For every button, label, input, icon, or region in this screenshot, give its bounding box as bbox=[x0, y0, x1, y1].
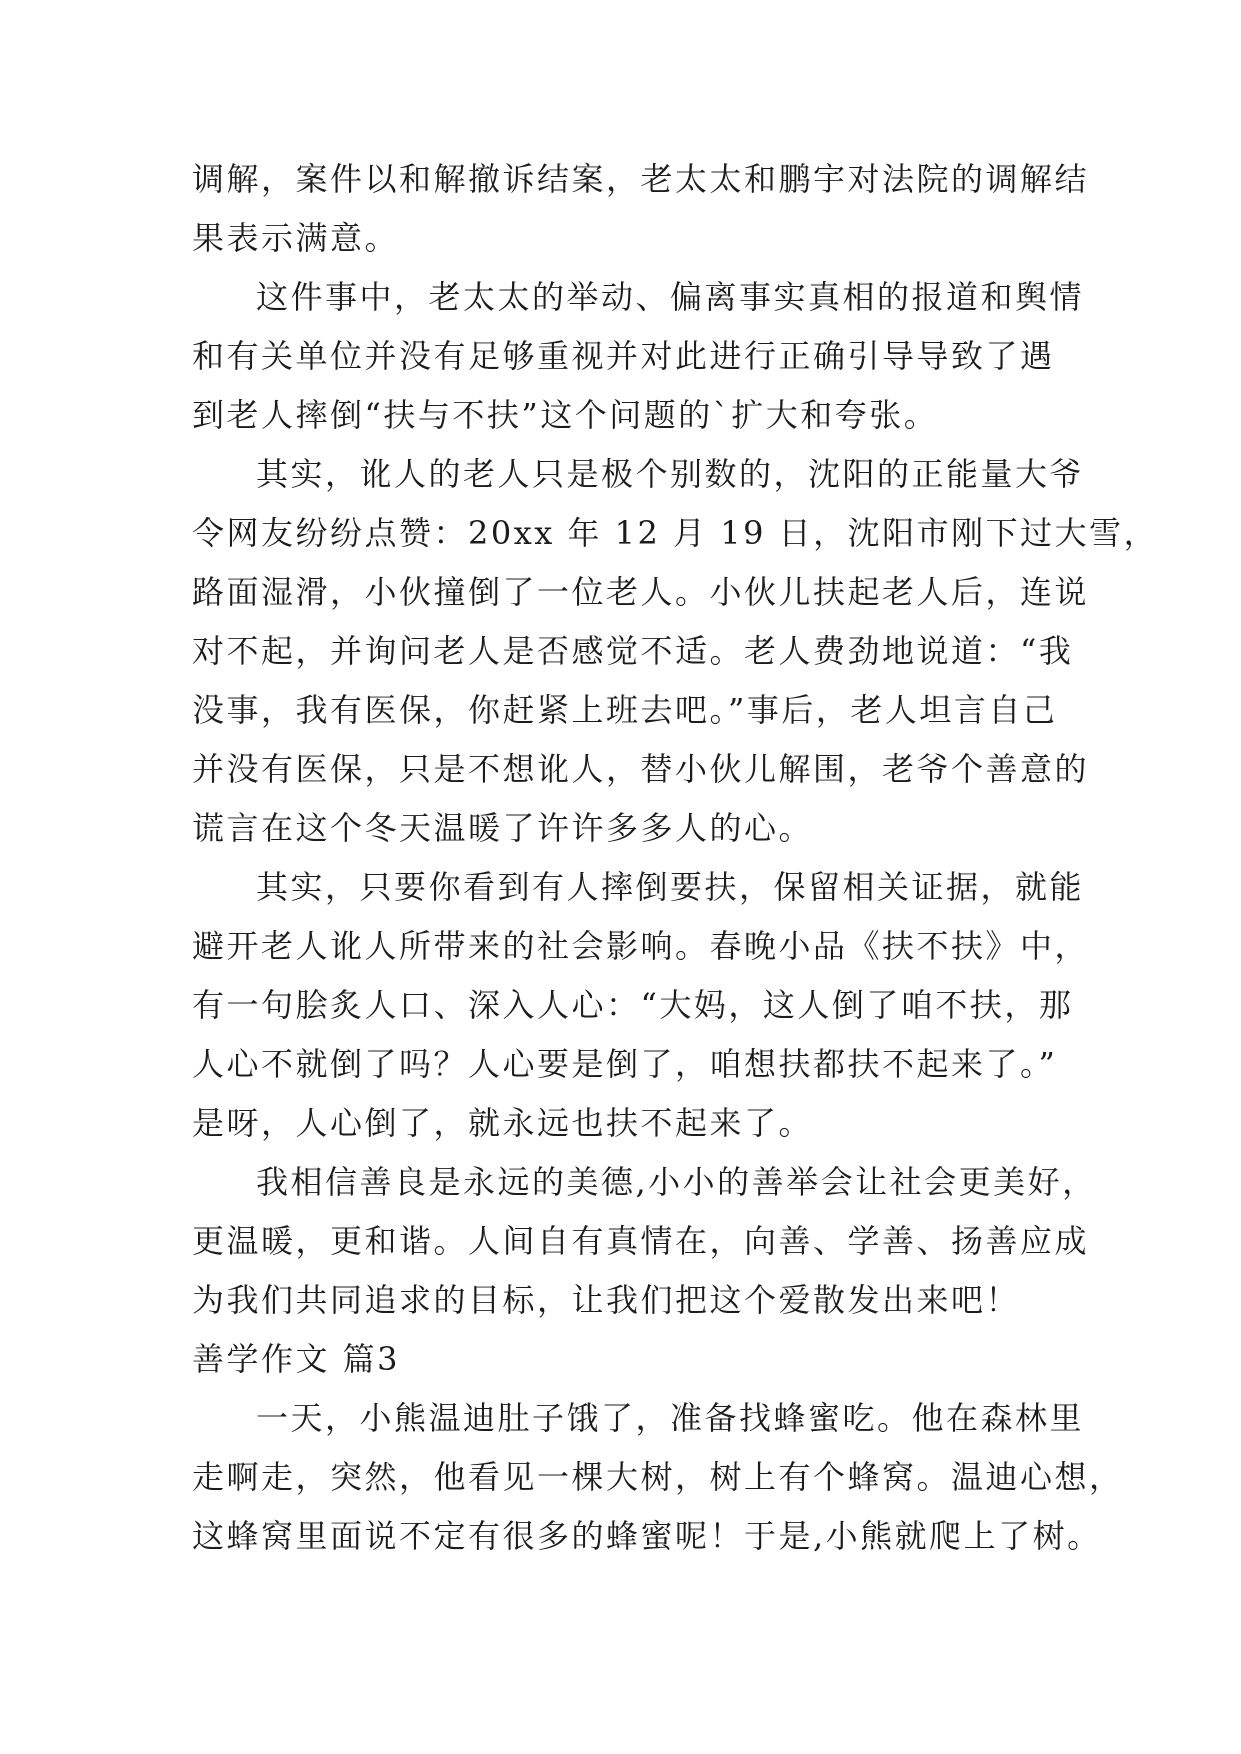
text-line: 更温暖，更和谐。人间自有真情在，向善、学善、扬善应成 bbox=[192, 1222, 1090, 1260]
text-line: 避开老人讹人所带来的社会影响。春晚小品《扶不扶》中， bbox=[192, 927, 1090, 965]
text-line: 令网友纷纷点赞：20xx 年 12 月 19 日，沈阳市刚下过大雪， bbox=[192, 514, 1159, 552]
document-body bbox=[192, 150, 1159, 1566]
text-line: 人心不就倒了吗？人心要是倒了，咱想扶都扶不起来了。” bbox=[192, 1045, 1058, 1083]
text-line: 并没有医保，只是不想讹人，替小伙儿解围，老爷个善意的 bbox=[192, 750, 1090, 788]
text-line: 路面湿滑，小伙撞倒了一位老人。小伙儿扶起老人后，连说 bbox=[192, 573, 1090, 611]
section-heading: 善学作文 篇3 bbox=[192, 1340, 401, 1378]
text-line: 我相信善良是永远的美德,小小的善举会让社会更美好， bbox=[256, 1163, 1097, 1201]
text-line: 为我们共同追求的目标，让我们把这个爱散发出来吧！ bbox=[192, 1281, 1021, 1319]
paragraph-2 bbox=[192, 268, 1085, 445]
text-line: 果表示满意。 bbox=[192, 219, 400, 257]
paragraph-1 bbox=[192, 150, 1090, 268]
text-line: 对不起，并询问老人是否感觉不适。老人费劲地说道：“我 bbox=[192, 632, 1074, 670]
text-line: 调解，案件以和解撤诉结案，老太太和鹏宇对法院的调解结 bbox=[192, 160, 1090, 198]
text-line: 和有关单位并没有足够重视并对此进行正确引导导致了遇 bbox=[192, 337, 1055, 375]
text-line: 走啊走，突然，他看见一棵大树，树上有个蜂窝。温迪心想， bbox=[192, 1458, 1124, 1496]
text-line: 这蜂窝里面说不定有很多的蜂蜜呢！于是,小熊就爬上了树。 bbox=[192, 1517, 1102, 1555]
text-line: 是呀，人心倒了，就永远也扶不起来了。 bbox=[192, 1104, 814, 1142]
text-line: 有一句脍炙人口、深入人心：“大妈，这人倒了咱不扶，那 bbox=[192, 986, 1074, 1024]
text-line: 到老人摔倒“扶与不扶”这个问题的`扩大和夸张。 bbox=[192, 396, 939, 434]
text-line: 一天，小熊温迪肚子饿了，准备找蜂蜜吃。他在森林里 bbox=[256, 1399, 1085, 1437]
paragraph-4 bbox=[192, 858, 1090, 1153]
paragraph-3 bbox=[192, 445, 1159, 858]
text-line: 其实，只要你看到有人摔倒要扶，保留相关证据，就能 bbox=[256, 868, 1085, 906]
text-line: 其实，讹人的老人只是极个别数的，沈阳的正能量大爷 bbox=[256, 455, 1085, 493]
text-line: 没事，我有医保，你赶紧上班去吧。”事后，老人坦言自己 bbox=[192, 691, 1058, 729]
paragraph-5 bbox=[192, 1153, 1097, 1330]
text-line: 谎言在这个冬天温暖了许许多多人的心。 bbox=[192, 809, 814, 847]
section-paragraph-1 bbox=[192, 1389, 1124, 1566]
text-line: 这件事中，老太太的举动、偏离事实真相的报道和舆情 bbox=[256, 278, 1085, 316]
